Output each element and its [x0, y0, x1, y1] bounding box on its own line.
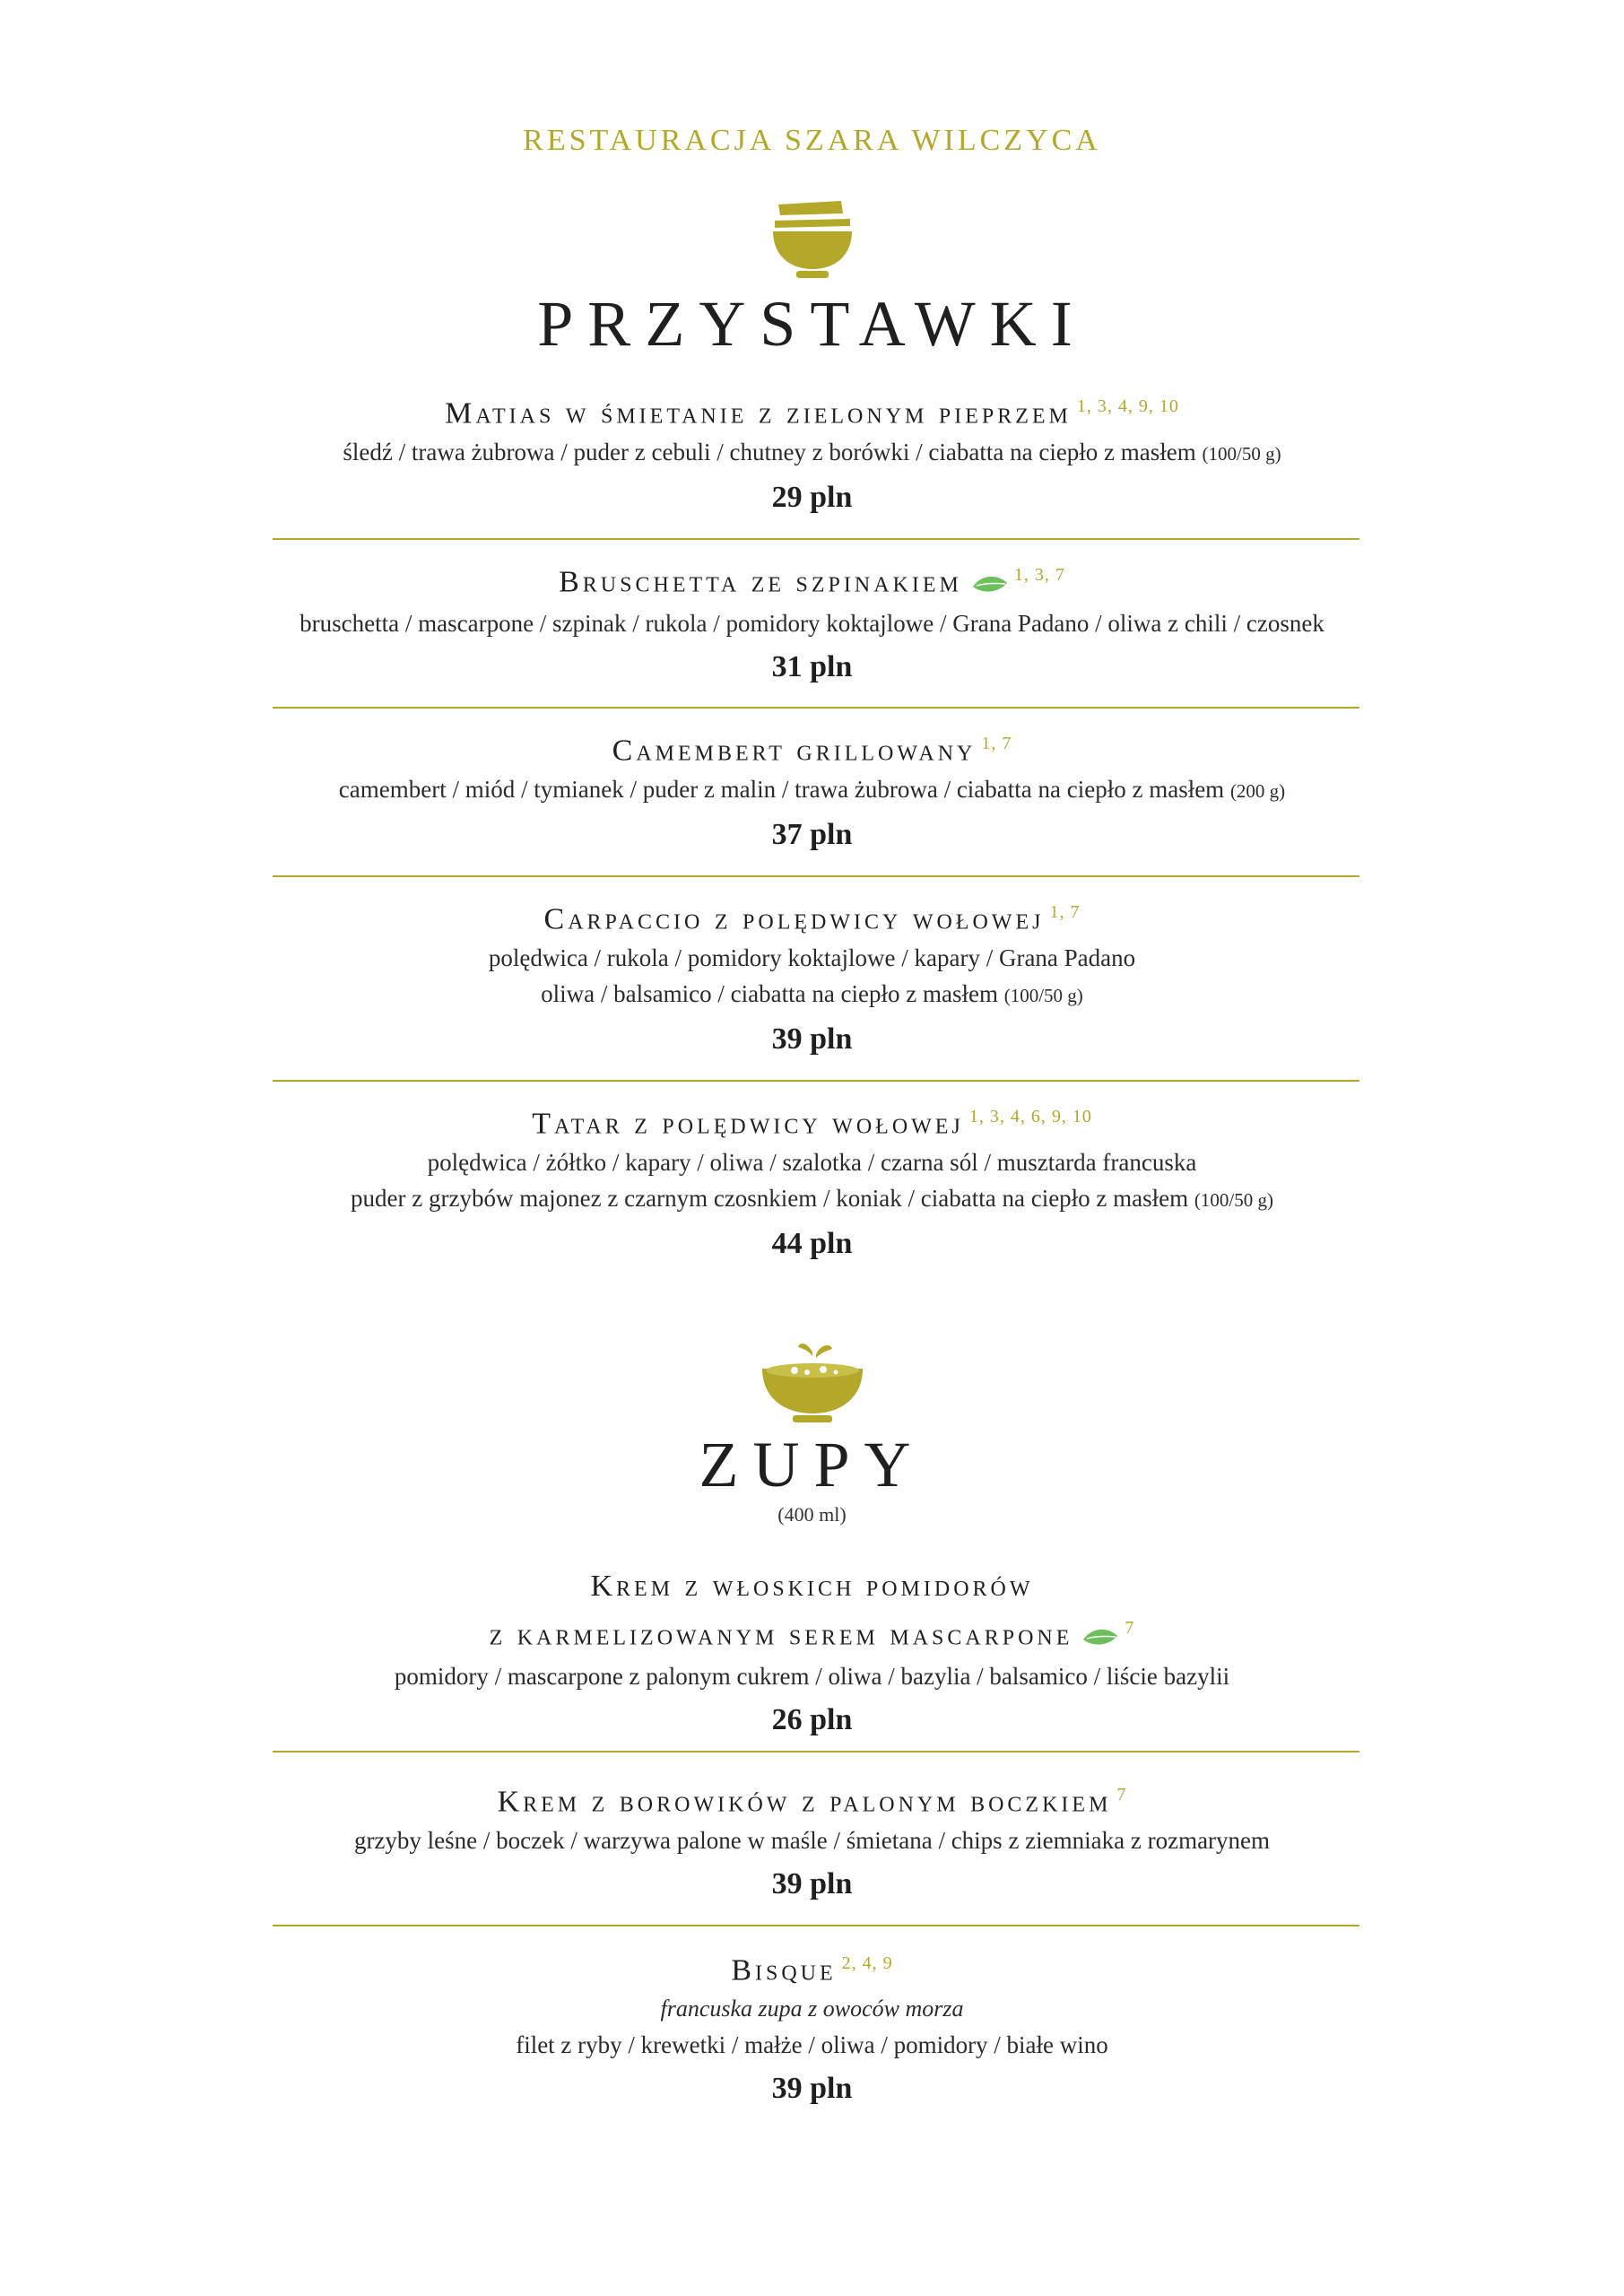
section-title-przystawki: PRZYSTAWKI: [537, 288, 1087, 360]
item-name: [0, 723, 1624, 771]
item-name-text: Carpaccio z polędwicy wołowej: [543, 902, 1045, 936]
soup-bowl-icon: [759, 1340, 866, 1431]
menu-item: [0, 723, 1624, 861]
allergen-codes: 1, 3, 4, 9, 10: [1076, 396, 1179, 416]
menu-item: [0, 386, 1624, 524]
item-name-text: Bruschetta ze szpinakiem: [559, 565, 962, 599]
divider: [273, 875, 1359, 877]
menu-item: [0, 891, 1624, 1065]
item-name: [0, 1096, 1624, 1144]
description-line: filet z ryby / krewetki / małże / oliwa / pomidory / białe wino: [516, 2031, 1108, 2059]
item-name: [0, 386, 1624, 434]
divider: [273, 1751, 1359, 1752]
item-price: 26 pln: [771, 1702, 853, 1736]
item-price: 29 pln: [771, 481, 853, 515]
item-name: [0, 1943, 1624, 1991]
item-description: [0, 771, 1624, 809]
allergen-codes: 1, 7: [981, 734, 1012, 753]
menu-item: [0, 1566, 1624, 1746]
portion-note: (400 ml): [777, 1503, 847, 1526]
item-description: [0, 1658, 1624, 1694]
item-name-text: Matias w śmietanie z zielonym pieprzem: [445, 396, 1072, 430]
item-name-line-2: [0, 1607, 1624, 1658]
item-price: 39 pln: [771, 1022, 853, 1057]
description-line: grzyby leśne / boczek / warzywa palone w maśle / śmietana / chips z ziemniaka z rozmarynem: [353, 1827, 1271, 1855]
vegetarian-leaf-icon: [1081, 1617, 1119, 1658]
item-subtitle: francuska zupa z owoców morza: [660, 1996, 964, 2022]
allergen-codes: 7: [1125, 1618, 1135, 1638]
item-name-text: Camembert grillowany: [612, 734, 977, 768]
menu-item: [0, 554, 1624, 693]
menu-item: [0, 1096, 1624, 1270]
description-line: oliwa / balsamico / ciabatta na ciepło z masłem: [541, 980, 998, 1008]
item-price: 31 pln: [771, 649, 853, 683]
portion-size: (100/50 g): [1194, 1189, 1273, 1212]
allergen-codes: 1, 3, 4, 6, 9, 10: [968, 1107, 1092, 1126]
item-name: [0, 891, 1624, 940]
divider: [273, 1080, 1359, 1082]
description-line: śledź / trawa żubrowa / puder z cebuli / chutney z borówki / ciabatta na ciepło z masłem: [343, 439, 1196, 466]
item-name-text: Tatar z polędwicy wołowej: [532, 1107, 964, 1141]
description-line: pomidory / mascarpone z palonym cukrem / oliwa / bazylia / balsamico / liście bazylii: [394, 1662, 1230, 1690]
item-description: [0, 605, 1624, 641]
divider: [273, 707, 1359, 709]
stacked-bowls-icon: [769, 199, 855, 286]
description-line: camembert / miód / tymianek / puder z malin / trawa żubrowa / ciabatta na ciepło z masłem: [338, 776, 1225, 804]
item-price: 39 pln: [771, 1867, 853, 1901]
restaurant-name: RESTAURACJA SZARA WILCZYCA: [523, 124, 1101, 157]
portion-size: (100/50 g): [1202, 443, 1281, 465]
description-line: polędwica / rukola / pomidory koktajlowe / kapary / Grana Padano: [488, 944, 1136, 972]
item-name-text: z karmelizowanym serem mascarpone: [489, 1618, 1073, 1652]
allergen-codes: 7: [1116, 1785, 1127, 1805]
item-description: [0, 434, 1624, 472]
item-description: [0, 1144, 1624, 1180]
description-line: bruschetta / mascarpone / szpinak / rukola / pomidory koktajlowe / Grana Padano / oliwa z chili / czosnek: [300, 609, 1324, 637]
item-name: [0, 1774, 1624, 1822]
item-description: [0, 1822, 1624, 1858]
description-line: polędwica / żółtko / kapary / oliwa / szalotka / czarna sól / musztarda francuska: [427, 1149, 1197, 1177]
vegetarian-leaf-icon: [971, 564, 1009, 605]
item-name-line: Krem z włoskich pomidorów: [590, 1570, 1034, 1603]
section-title-zupy: ZUPY: [699, 1429, 925, 1500]
divider: [273, 538, 1359, 540]
item-price: 37 pln: [771, 818, 853, 852]
item-name: [0, 554, 1624, 605]
allergen-codes: 1, 7: [1049, 902, 1081, 922]
divider: [273, 1925, 1359, 1926]
description-line: puder z grzybów majonez z czarnym czosnkiem / koniak / ciabatta na ciepło z masłem: [351, 1185, 1189, 1213]
item-name-text: Krem z borowików z palonym boczkiem: [497, 1785, 1112, 1819]
item-description: [0, 1180, 1624, 1218]
allergen-codes: 1, 3, 7: [1013, 565, 1065, 585]
portion-size: (100/50 g): [1003, 985, 1083, 1007]
item-description: [0, 2027, 1624, 2063]
allergen-codes: 2, 4, 9: [841, 1953, 893, 1973]
item-name: [0, 1566, 1624, 1658]
item-price: 39 pln: [771, 2072, 853, 2106]
menu-item: [0, 1774, 1624, 1910]
item-name-text: Bisque: [731, 1953, 837, 1987]
portion-size: (200 g): [1229, 780, 1286, 803]
menu-item: [0, 1943, 1624, 2115]
item-price: 44 pln: [771, 1227, 853, 1261]
item-description: [0, 940, 1624, 976]
item-description: [0, 976, 1624, 1013]
